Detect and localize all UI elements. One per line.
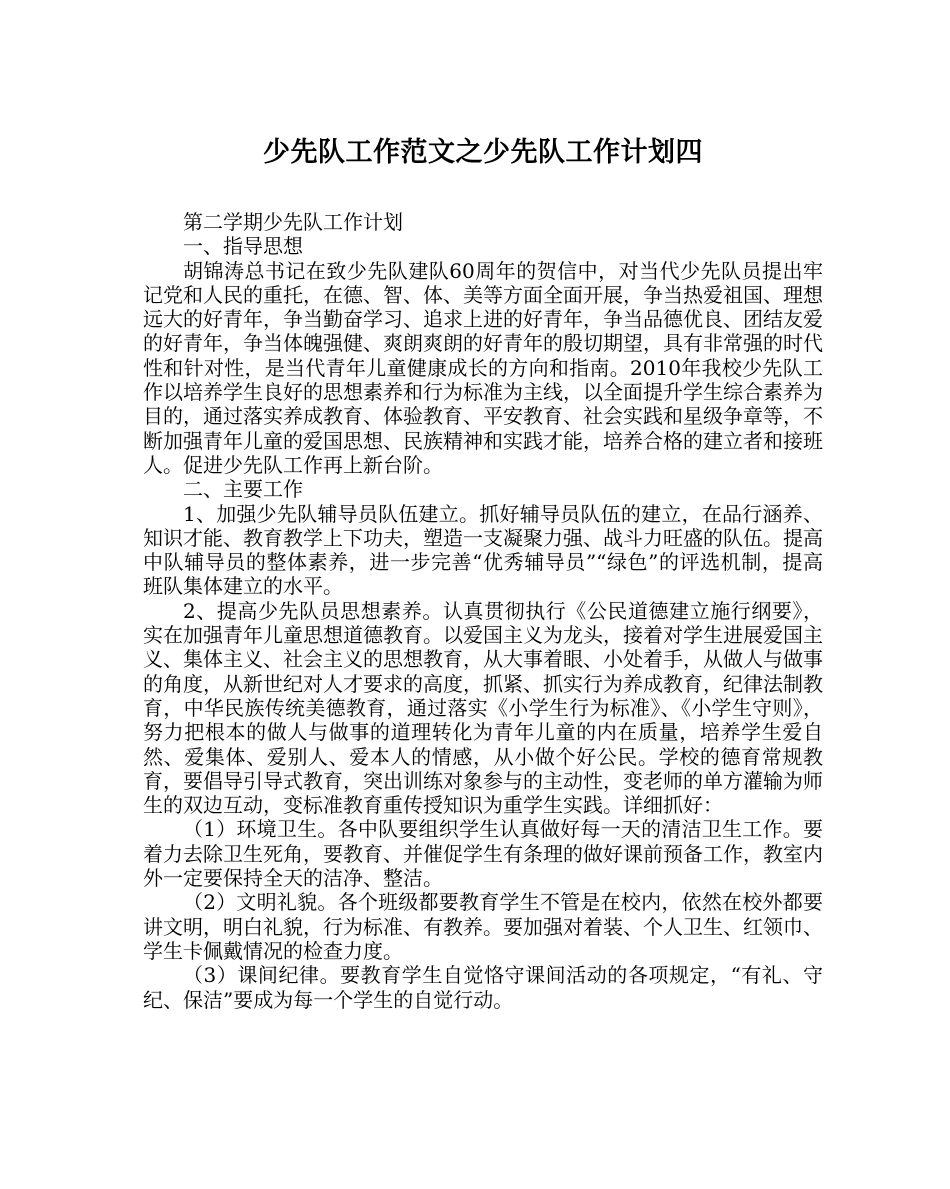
section-heading-guiding-ideology: 一、指导思想 (183, 234, 303, 259)
paragraph-environment-hygiene: （1）环境卫生。各中队要组织学生认真做好每一天的清洁卫生工作。要着力去除卫生死角，要教育、并催促学生有条理的做好课前预备工作，教室内外一定要保持全天的洁净、整洁。 (143, 817, 823, 891)
document-body (143, 210, 823, 1012)
section-heading-main-work: 二、主要工作 (183, 477, 303, 502)
paragraph-ideological-quality: 2、提高少先队员思想素养。认真贯彻执行《公民道德建立施行纲要》，实在加强青年儿童思想道德教育。以爱国主义为龙头，接着对学生进展爱国主义、集体主义、社会主义的思想教育，从大事着眼、小处着手，从做人与做事的角度，从新世纪对人才要求的高度，抓紧、抓实行为养成教育，纪律法制教育，中华民族传统美德教育，通过落实《小学生行为标准》、《小学生守则》，努力把根本的做人与做事的道理转化为青年儿童的内在质量，培养学生爱自然、爱集体、爱别人、爱本人的情感，从小做个好公民。学校的德育常规教育，要倡导引导式教育，突出训练对象参与的主动性，变老师的单方灌输为师生的双边互动，变标准教育重传授知识为重学生实践。详细抓好： (143, 598, 823, 818)
paragraph-guiding-ideology: 胡锦涛总书记在致少先队建队60周年的贺信中，对当代少先队员提出牢记党和人民的重托，在德、智、体、美等方面全面开展，争当热爱祖国、理想远大的好青年，争当勤奋学习、追求上进的好青年，争当品德优良、团结友爱的好青年，争当体魄强健、爽朗爽朗的好青年的殷切期望，具有非常强的时代性和针对性，是当代青年儿童健康成长的方向和指南。2010年我校少先队工作以培养学生良好的思想素养和行为标准为主线，以全面提升学生综合素养为目的，通过落实养成教育、体验教育、平安教育、社会实践和星级争章等，不断加强青年儿童的爱国思想、民族精神和实践才能，培养合格的建立者和接班人。促进少先队工作再上新台阶。 (143, 258, 823, 477)
paragraph-break-discipline: （3）课间纪律。要教育学生自觉恪守课间活动的各项规定，“有礼、守纪、保洁”要成为每一个学生的自觉行动。 (143, 963, 823, 1012)
paragraph-counselor-team: 1、加强少先队辅导员队伍建立。抓好辅导员队伍的建立，在品行涵养、知识才能、教育教学上下功夫，塑造一支凝聚力强、战斗力旺盛的队伍。提高中队辅导员的整体素养，进一步完善“优秀辅导员”“绿色”的评选机制，提高班队集体建立的水平。 (143, 501, 823, 599)
paragraph-civility: （2）文明礼貌。各个班级都要教育学生不管是在校内，依然在校外都要讲文明，明白礼貌，行为标准、有教养。要加强对着装、个人卫生、红领巾、学生卡佩戴情况的检查力度。 (143, 890, 823, 963)
plan-heading: 第二学期少先队工作计划 (183, 210, 403, 234)
document-title: 少先队工作范文之少先队工作计划四 (263, 137, 703, 168)
